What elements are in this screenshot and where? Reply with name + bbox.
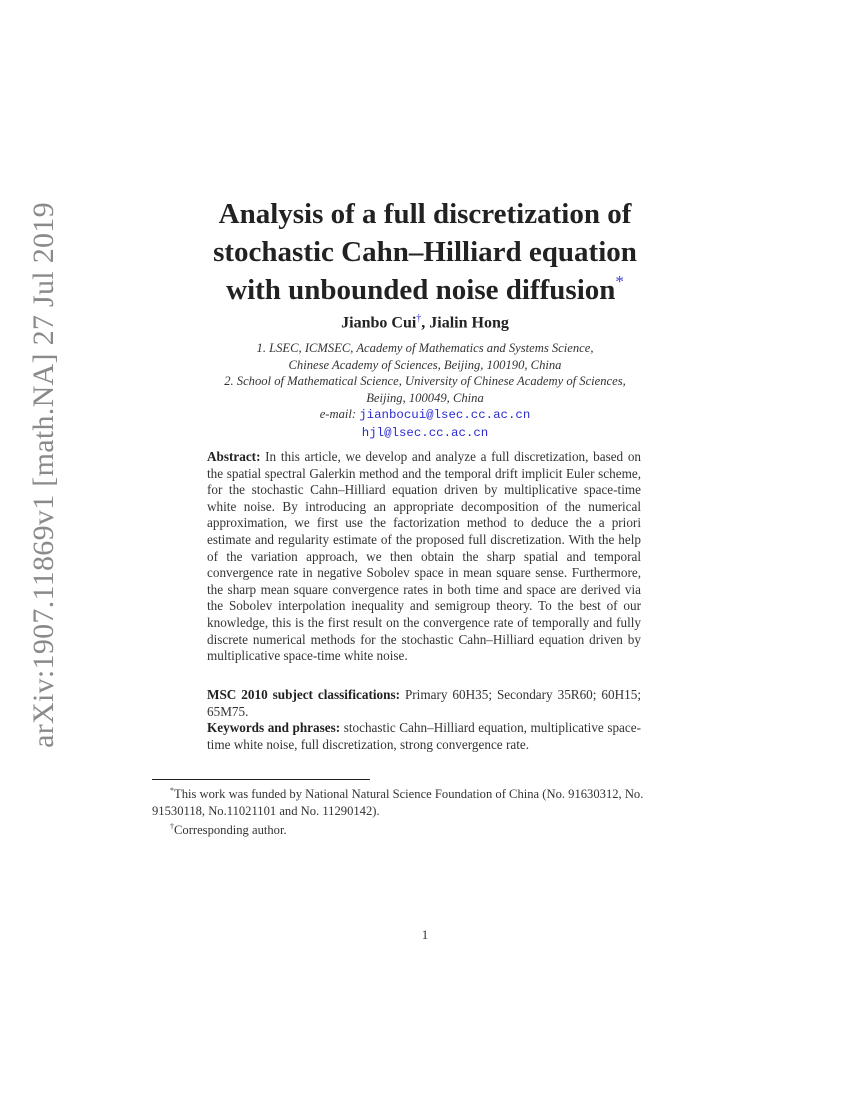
title-line-1: Analysis of a full discretization of — [218, 198, 632, 230]
msc-label: MSC 2010 subject classifications: — [207, 687, 400, 702]
affiliation-line: 2. School of Mathematical Science, University of Chinese Academy of Sciences, — [224, 374, 626, 389]
classification-block — [207, 687, 641, 753]
email-link[interactable]: jianbocui@lsec.cc.ac.cn — [359, 408, 531, 423]
footnote-funding — [152, 783, 698, 819]
footnotes — [152, 783, 698, 839]
abstract-text: In this article, we develop and analyze a full discretization, based on the spatial spectral Galerkin method and the temporal drift implicit Euler scheme, for the stochastic Cahn–Hilliard equation driven by multiplicative space-time white noise. By introducing an appropriate decomposition of the numerical approximation, we first use the factorization method to deduce the a priori estimate and regularity estimate of the proposed full discretization. With the help of the variation approach, we then obtain the sharp spatial and temporal convergence rate in negative Sobolev space in mean square sense. Furthermore, the sharp mean square convergence rates in both time and space are derived via the Sobolev interpolation inequality and semigroup theory. To the best of our knowledge, this is the first result on the convergence rate of temporally and fully discrete numerical methods for the stochastic Cahn–Hilliard equation driven by multiplicative space-time white noise. — [207, 449, 642, 664]
keywords-label: Keywords and phrases: — [207, 720, 341, 736]
footnote-marker: † — [170, 822, 174, 831]
arxiv-identifier-stamp — [22, 202, 66, 748]
affiliation-line: Beijing, 100049, China — [366, 390, 484, 405]
affiliations — [130, 340, 720, 442]
footnote-corresponding — [152, 819, 698, 839]
page-number: 1 — [421, 927, 429, 942]
author-name: Jianbo Cui — [341, 314, 417, 332]
arxiv-stamp-text: arXiv:1907.11869v1 [math.NA] 27 Jul 2019 — [27, 202, 60, 748]
author-list — [150, 313, 700, 332]
footnote-text: This work was funded by National Natural Science Foundation of China (No. 91630312, No. 91530118, No.11021101 and No. 11290142). — [152, 787, 644, 818]
author-separator: , — [421, 314, 430, 332]
abstract — [207, 449, 641, 665]
corresponding-author-marker[interactable]: † — [416, 313, 422, 324]
keywords-text: stochastic Cahn–Hilliard equation, multiplicative space-time white noise, full discretization, strong convergence rate. — [207, 720, 641, 752]
affiliation-line: Chinese Academy of Sciences, Beijing, 100190, China — [288, 357, 562, 372]
msc-text: Primary 60H35; Secondary 35R60; 60H15; 65M75. — [207, 687, 641, 719]
author-name: Jialin Hong — [429, 314, 509, 332]
email-link[interactable]: hjl@lsec.cc.ac.cn — [361, 425, 489, 440]
footnote-marker: * — [170, 786, 174, 795]
title-line-2: stochastic Cahn–Hilliard equation — [213, 236, 637, 268]
affiliation-line: 1. LSEC, ICMSEC, Academy of Mathematics and Systems Science, — [256, 341, 594, 355]
keywords — [207, 720, 641, 753]
abstract-label: Abstract: — [207, 449, 261, 464]
paper-title — [150, 195, 700, 309]
footnote-divider — [152, 779, 370, 780]
email-label: e-mail: — [319, 407, 360, 422]
title-footnote-marker[interactable]: * — [615, 272, 624, 291]
msc-classifications — [207, 687, 641, 720]
footnote-text: Corresponding author. — [174, 823, 287, 838]
title-line-3: with unbounded noise diffusion — [226, 274, 616, 306]
